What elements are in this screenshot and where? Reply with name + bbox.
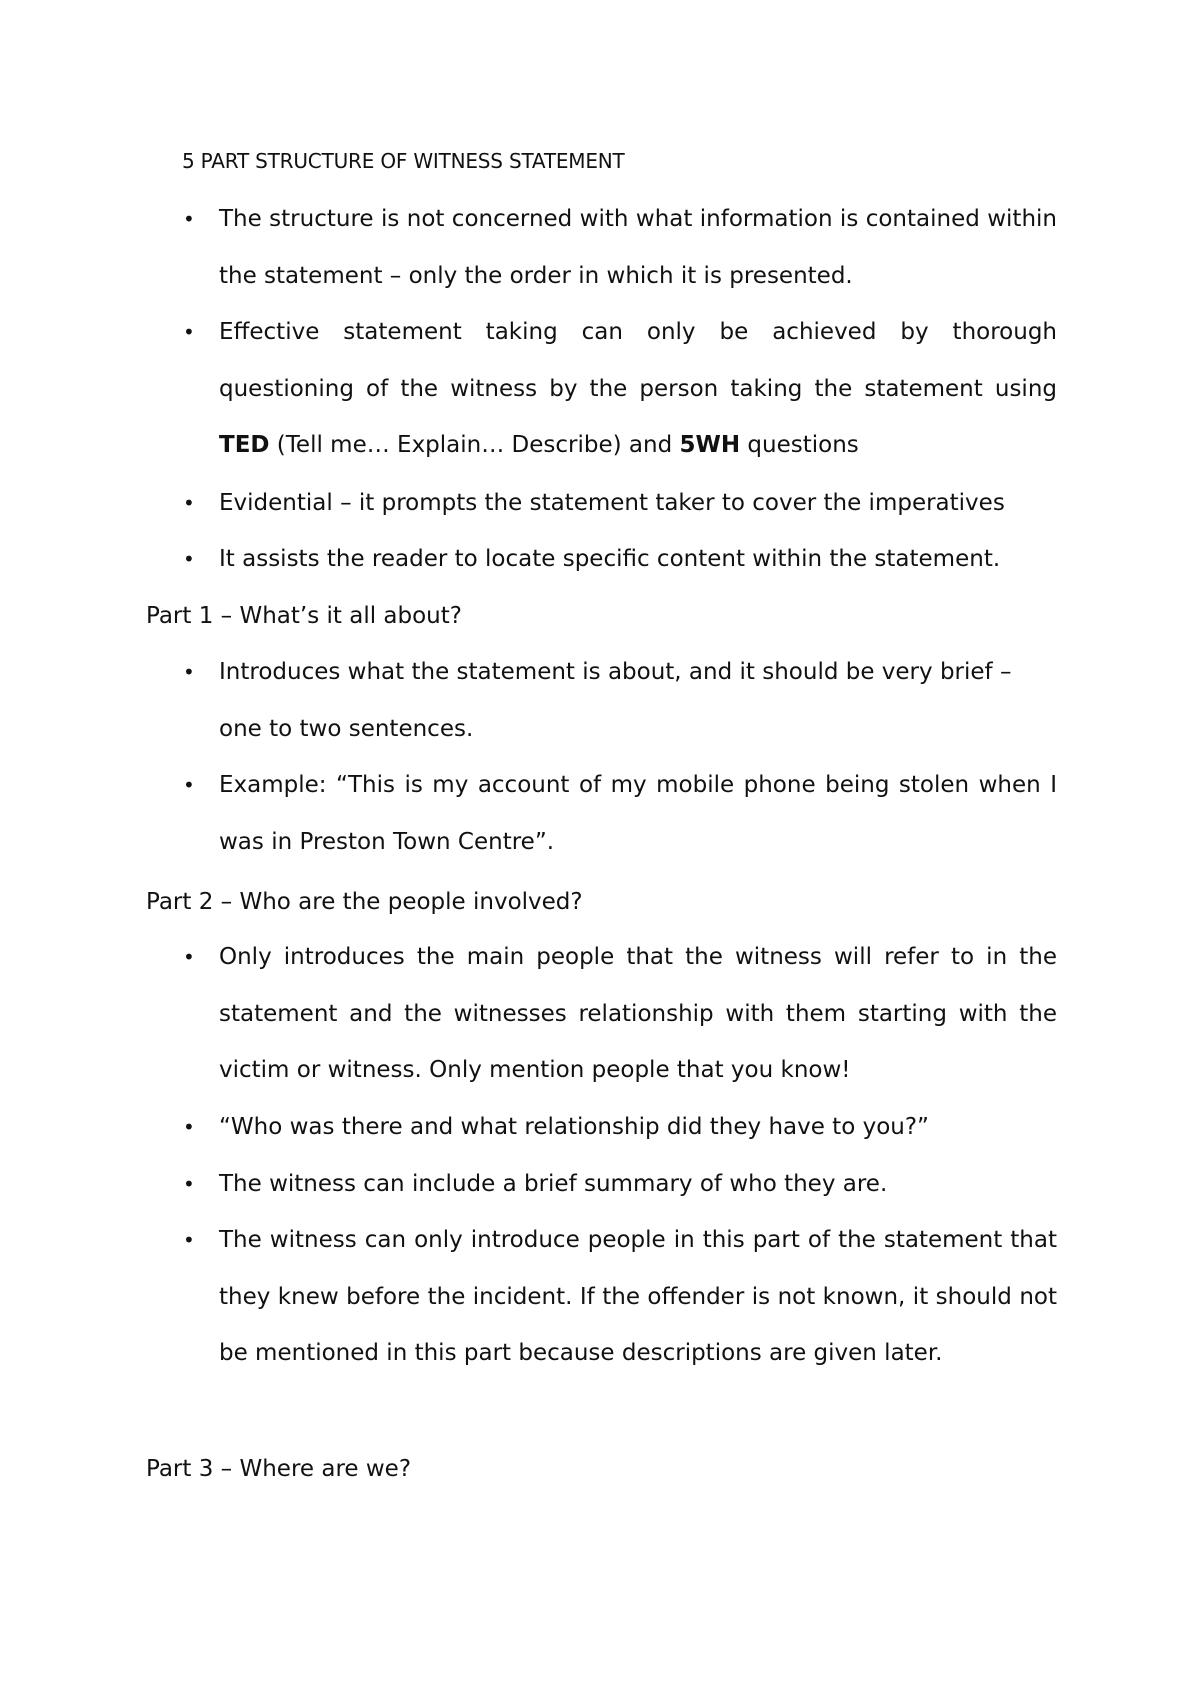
intro-bullet-effective-statement [219, 304, 1057, 474]
five-wh-acronym: 5WH [679, 432, 741, 458]
part-2-bullet-known-people: • The witness can only introduce people in this part of the statement that they knew before the incident. If the offender is not known, it should not be mentioned in this part because descriptions are given later. [219, 1212, 1057, 1382]
document-title: 5 PART STRUCTURE OF WITNESS STATEMENT [182, 149, 625, 173]
part-3-heading: Part 3 – Where are we? [146, 1456, 412, 1482]
ted-explanation: (Tell me… Explain… Describe) and [269, 432, 680, 458]
intro-bullet-structure: • The structure is not concerned with what information is contained within the statement – only the order in which it is presented. [219, 191, 1057, 304]
part-1-bullet-example: • Example: “This is my account of my mobile phone being stolen when I was in Preston Town Centre”. [219, 757, 1057, 870]
part-2-bullet-main-people: • Only introduces the main people that the witness will refer to in the statement and the witnesses relationship with them starting with the victim or witness. Only mention people that you know! [219, 929, 1057, 1099]
ted-acronym: TED [219, 432, 270, 458]
part-1-bullet-introduces: • Introduces what the statement is about, and it should be very brief – one to two sentences. [219, 644, 1057, 757]
intro-bullet-locate-content: • It assists the reader to locate specific content within the statement. [219, 531, 1057, 588]
intro-bullet-evidential: • Evidential – it prompts the statement taker to cover the imperatives [219, 475, 1057, 532]
part-2-heading: Part 2 – Who are the people involved? [146, 889, 583, 915]
intro-bullet-effective-text: Effective statement taking can only be achieved by thorough questioning of the witness by the person taking the statement using [219, 319, 1057, 402]
part-2-bullet-who-was-there: • “Who was there and what relationship did they have to you?” [219, 1099, 1057, 1156]
part-2-bullet-brief-summary: • The witness can include a brief summary of who they are. [219, 1156, 1057, 1213]
questions-text: questions [740, 432, 859, 458]
part-1-heading: Part 1 – What’s it all about? [146, 603, 462, 629]
